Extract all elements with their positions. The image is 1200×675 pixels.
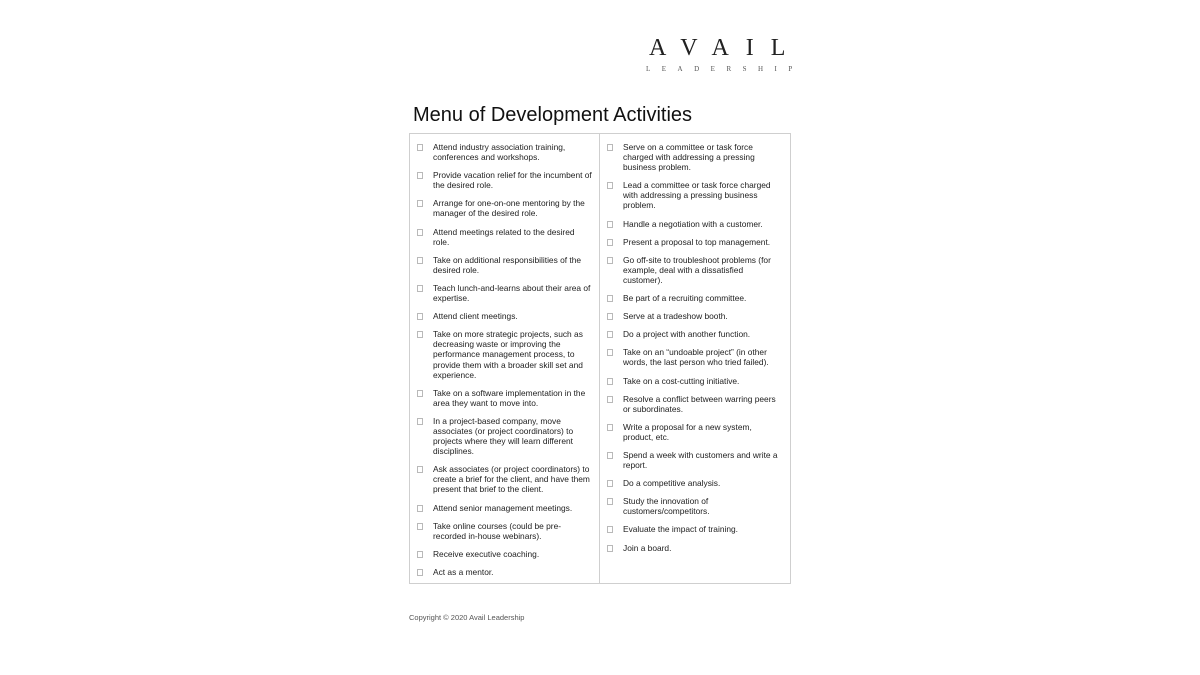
- item-text: Join a board.: [623, 542, 672, 553]
- list-item: [607, 394, 784, 414]
- checkbox-icon: [607, 182, 613, 189]
- checkbox-icon: [607, 498, 613, 505]
- list-item: [417, 521, 593, 541]
- list-item: [607, 524, 784, 534]
- list-item: [607, 329, 784, 339]
- item-text: Teach lunch-and-learns about their area of expertise.: [433, 282, 591, 304]
- list-item: [417, 329, 593, 379]
- checkbox-icon: [607, 239, 613, 246]
- checkbox-icon: [607, 144, 613, 151]
- checkbox-icon: [607, 295, 613, 302]
- list-item: [417, 283, 593, 303]
- item-text: Attend client meetings.: [433, 311, 518, 322]
- item-text: Attend senior management meetings.: [433, 502, 573, 513]
- checkbox-icon: [607, 257, 613, 264]
- checkbox-icon: [417, 172, 423, 179]
- list-item: [417, 170, 593, 190]
- list-item: [607, 543, 784, 553]
- list-item: [607, 255, 784, 285]
- list-item: [607, 450, 784, 470]
- item-text: Receive executive coaching.: [433, 548, 540, 559]
- checkbox-icon: [417, 285, 423, 292]
- item-text: Ask associates (or project coordinators) to create a brief for the client, and have them present that brief to the client.: [433, 464, 590, 495]
- avail-leadership-logo: [640, 35, 804, 73]
- copyright-notice: Copyright © 2020 Avail Leadership: [409, 613, 525, 622]
- checkbox-icon: [417, 200, 423, 207]
- item-text: Take on an “undoable project” (in other words, the last person who tried failed).: [623, 347, 769, 368]
- item-text: Handle a negotiation with a customer.: [623, 218, 763, 229]
- checkbox-icon: [607, 331, 613, 338]
- list-item: [417, 227, 593, 247]
- checkbox-icon: [607, 424, 613, 431]
- item-text: Present a proposal to top management.: [623, 236, 771, 247]
- list-item: [417, 388, 593, 408]
- item-text: Be part of a recruiting committee.: [623, 293, 747, 304]
- list-item: [607, 142, 784, 172]
- item-text: Do a project with another function.: [623, 329, 751, 340]
- item-text: Lead a committee or task force charged with addressing a pressing business problem.: [623, 180, 771, 211]
- list-item: [607, 478, 784, 488]
- checkbox-icon: [417, 466, 423, 473]
- list-item: [607, 496, 784, 516]
- item-text: Write a proposal for a new system, product, etc.: [623, 421, 752, 442]
- item-text: In a project-based company, move associates (or project coordinators) to projects where they will learn different disciplines.: [433, 415, 574, 457]
- item-text: Take on more strategic projects, such as decreasing waste or improving the performance management process, to provide them with a broader skill set and experience.: [433, 329, 583, 380]
- item-text: Resolve a conflict between warring peers or subordinates.: [623, 393, 776, 414]
- checkbox-icon: [607, 452, 613, 459]
- checkbox-icon: [607, 378, 613, 385]
- checkbox-icon: [607, 221, 613, 228]
- logo-wordmark: AVAIL: [649, 35, 803, 61]
- checkbox-icon: [417, 390, 423, 397]
- item-text: Attend meetings related to the desired role.: [433, 226, 575, 247]
- list-item: [607, 219, 784, 229]
- list-item: [607, 311, 784, 321]
- checkbox-icon: [417, 257, 423, 264]
- checkbox-icon: [417, 144, 423, 151]
- checkbox-icon: [417, 569, 423, 576]
- list-item: [607, 422, 784, 442]
- item-text: Attend industry association training, conferences and workshops.: [433, 142, 566, 163]
- list-item: [607, 237, 784, 247]
- checkbox-icon: [607, 526, 613, 533]
- list-item: [417, 198, 593, 218]
- item-text: Serve on a committee or task force charged with addressing a pressing business problem.: [623, 142, 755, 173]
- checkbox-icon: [607, 396, 613, 403]
- list-item: [607, 347, 784, 367]
- checkbox-icon: [417, 551, 423, 558]
- list-item: [607, 376, 784, 386]
- list-item: [417, 142, 593, 162]
- item-text: Provide vacation relief for the incumbent of the desired role.: [433, 170, 592, 191]
- list-item: [417, 549, 593, 559]
- item-text: Act as a mentor.: [433, 566, 494, 577]
- list-item: [417, 311, 593, 321]
- item-text: Take on a cost-cutting initiative.: [623, 375, 740, 386]
- item-text: Go off-site to troubleshoot problems (for example, deal with a dissatisfied customer).: [623, 254, 771, 285]
- list-item: [417, 567, 593, 577]
- checkbox-icon: [607, 545, 613, 552]
- logo-tagline: LEADERSHIP: [646, 65, 804, 73]
- item-text: Do a competitive analysis.: [623, 478, 721, 489]
- list-item: [417, 255, 593, 275]
- item-text: Evaluate the impact of training.: [623, 524, 738, 535]
- list-item: [607, 293, 784, 303]
- checkbox-icon: [417, 229, 423, 236]
- item-text: Take online courses (could be pre-recorded in-house webinars).: [433, 520, 562, 541]
- list-item: [417, 416, 593, 456]
- right-column: [600, 134, 790, 583]
- checkbox-icon: [607, 349, 613, 356]
- checkbox-icon: [607, 480, 613, 487]
- list-item: [417, 503, 593, 513]
- item-text: Spend a week with customers and write a report.: [623, 449, 778, 471]
- item-text: Arrange for one-on-one mentoring by the manager of the desired role.: [433, 198, 585, 219]
- checkbox-icon: [417, 523, 423, 530]
- checkbox-icon: [417, 313, 423, 320]
- checkbox-icon: [417, 505, 423, 512]
- list-item: [607, 180, 784, 210]
- activities-table: [409, 133, 791, 584]
- checkbox-icon: [417, 331, 423, 338]
- checkbox-icon: [417, 418, 423, 425]
- left-column: [410, 134, 600, 583]
- item-text: Serve at a tradeshow booth.: [623, 311, 728, 322]
- list-item: [417, 464, 593, 494]
- item-text: Take on additional responsibilities of the desired role.: [433, 254, 582, 275]
- item-text: Study the innovation of customers/competitors.: [623, 496, 710, 517]
- checkbox-icon: [607, 313, 613, 320]
- item-text: Take on a software implementation in the area they want to move into.: [433, 387, 586, 408]
- page-title: Menu of Development Activities: [413, 104, 693, 126]
